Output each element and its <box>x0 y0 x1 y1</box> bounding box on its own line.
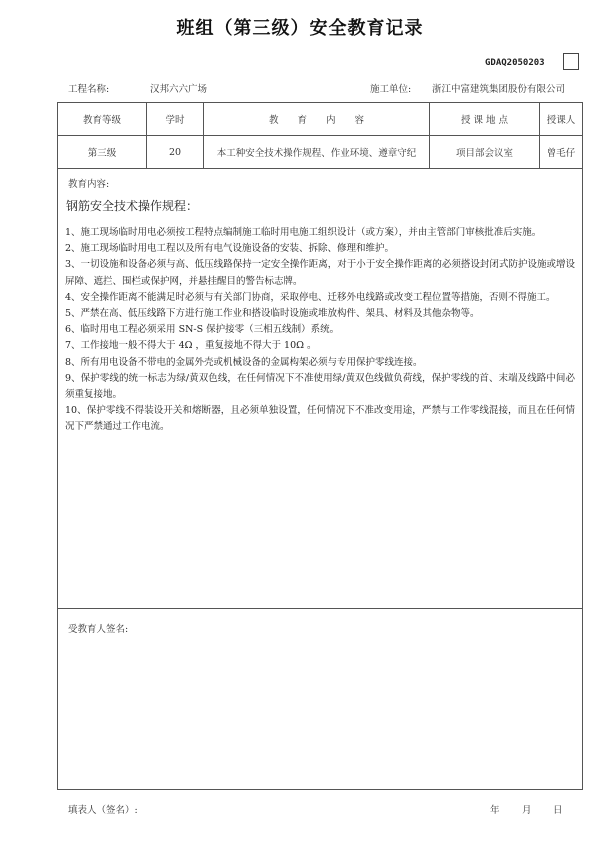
document-code: GDAQ2050203 <box>485 58 545 68</box>
value-hours: 20 <box>147 136 204 168</box>
value-education-content: 本工种安全技术操作规程、作业环境、遵章守纪 <box>204 136 430 168</box>
rule-item: 3、一切设施和设备必须与高、低压线路保持一定安全操作距离，对于小于安全操作距离的必须搭设封闭式防护设施或增设屏障、遮拦、围栏或保护网，并悬挂醒目的警告标志牌。 <box>65 259 575 287</box>
date-month: 月 <box>522 805 532 816</box>
signature-section <box>58 609 582 789</box>
rule-item: 6、临时用电工程必须采用 SN-S 保护接零（三相五线制）系统。 <box>65 324 340 336</box>
construction-unit-value: 浙江中富建筑集团股份有限公司 <box>432 84 566 95</box>
header-education-content: 教 育 内 容 <box>204 103 430 135</box>
document-title: 班组（第三级）安全教育记录 <box>176 18 424 39</box>
content-label: 教育内容: <box>68 179 110 190</box>
rule-item: 2、施工现场临时用电工程以及所有电气设施设备的安装、拆除、修理和维护。 <box>65 243 395 255</box>
construction-unit-label: 施工单位: <box>370 84 412 95</box>
value-instructor: 曾毛仔 <box>546 148 576 159</box>
project-name-label: 工程名称: <box>68 84 110 95</box>
header-education-level: 教育等级 <box>58 103 147 135</box>
education-content-section <box>58 169 582 609</box>
trainee-signature-label: 受教育人签名: <box>68 624 129 635</box>
rules-list <box>65 225 575 436</box>
rule-item: 4、安全操作距离不能满足时必须与有关部门协商，采取停电、迁移外电线路或改变工程位置等措施，否则不得施工。 <box>65 291 556 303</box>
rule-item: 5、严禁在高、低压线路下方进行施工作业和搭设临时设施或堆放构件、架具、材料及其他杂物等。 <box>65 308 480 320</box>
code-checkbox <box>563 53 579 70</box>
rule-item: 10、保护零线不得装设开关和熔断器，且必须单独设置，任何情况下不准改变用途，严禁与工作零线混接，而且在任何情况下严禁通过工作电流。 <box>65 405 575 433</box>
content-heading: 钢筋安全技术操作规程： <box>66 199 199 213</box>
table-header-row <box>58 103 582 136</box>
rule-item: 8、所有用电设备不带电的金属外壳或机械设备的金属构架必须与专用保护零线连接。 <box>65 356 423 368</box>
rule-item: 1、施工现场临时用电必须按工程特点编制施工临时用电施工组织设计（或方案），并由主管部门审核批准后实施。 <box>65 227 542 238</box>
date-day: 日 <box>553 805 563 816</box>
value-location: 项目部会议室 <box>430 136 540 168</box>
header-location: 授 课 地 点 <box>430 103 540 135</box>
project-name-value: 汉邦六六广场 <box>150 84 208 95</box>
value-education-level: 第三级 <box>58 136 147 168</box>
record-table <box>57 102 583 790</box>
date-year: 年 <box>490 805 500 816</box>
filler-signature-label: 填表人（签名）: <box>68 805 138 816</box>
rule-item: 7、工作接地一般不得大于 4Ω ，重复接地不得大于 10Ω 。 <box>65 340 317 352</box>
header-instructor: 授课人 <box>546 115 576 126</box>
rule-item: 9、保护零线的统一标志为绿/黄双色线，在任何情况下不准使用绿/黄双色线做负荷线，保护零线的首、末端及线路中间必须重复接地。 <box>65 372 575 401</box>
header-hours: 学时 <box>147 103 204 135</box>
table-value-row <box>58 136 582 169</box>
